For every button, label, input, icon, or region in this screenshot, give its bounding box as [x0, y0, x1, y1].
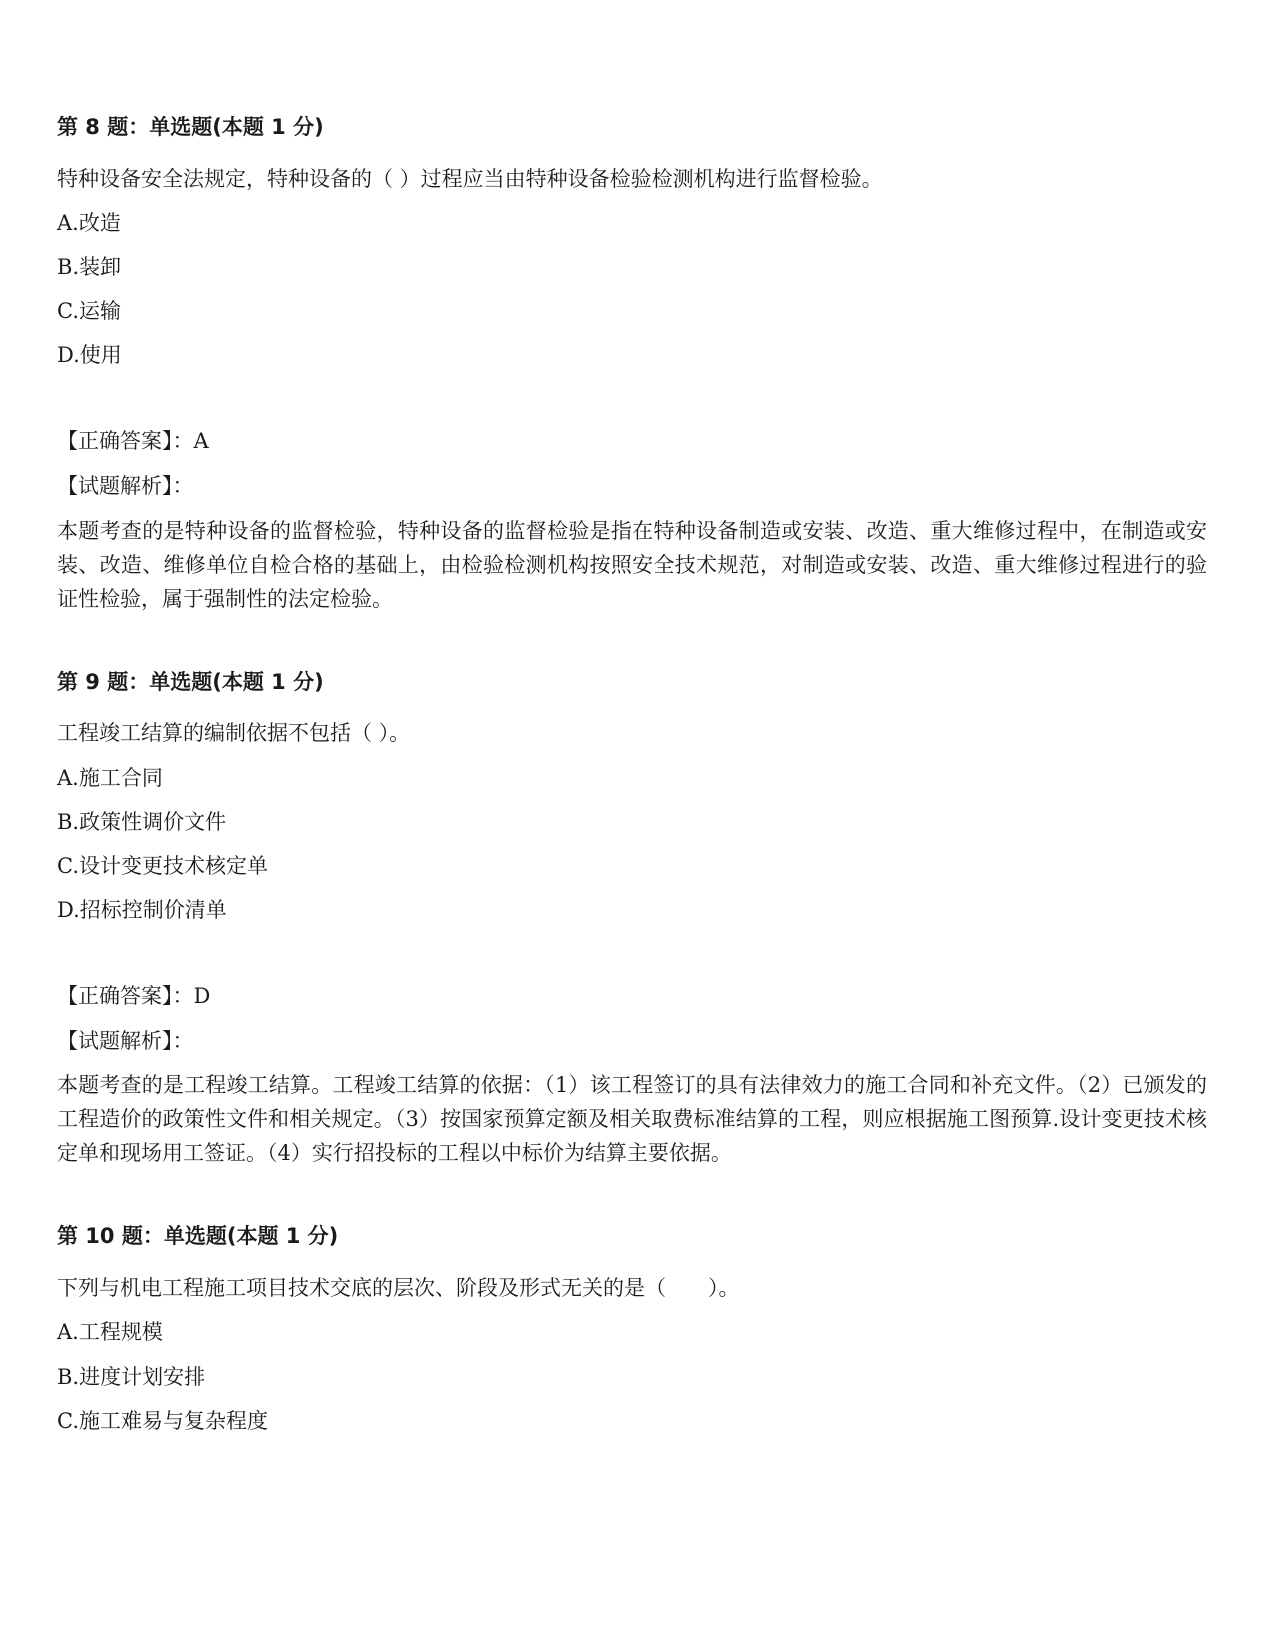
question-8-correct-answer: 【正确答案】：A	[57, 429, 209, 453]
question-8-analysis-label: 【试题解析】：	[57, 474, 194, 498]
question-10-option-b: B.进度计划安排	[57, 1365, 206, 1389]
question-8-option-c: C.运输	[57, 299, 121, 323]
question-9-analysis: 本题考查的是工程竣工结算。工程竣工结算的依据：（1）该工程签订的具有法律效力的施工合同和补充文件。（2）已颁发的工程造价的政策性文件和相关规定。（3）按国家预算定额及相关取费标准结算的工程，则应根据施工图预算.设计变更技术核定单和现场用工签证。（4）实行招投标的工程以中标价为结算主要依据。	[57, 1073, 1207, 1165]
question-8-option-b: B.装卸	[57, 255, 122, 279]
question-9-option-b: B.政策性调价文件	[57, 810, 227, 834]
question-9-option-a: A.施工合同	[57, 766, 163, 790]
question-9-analysis-label: 【试题解析】：	[57, 1029, 194, 1053]
question-10-option-a: A.工程规模	[57, 1320, 163, 1344]
question-10-option-c: C.施工难易与复杂程度	[57, 1409, 268, 1433]
question-10-heading: 第 10 题：单选题(本题 1 分)	[57, 1224, 339, 1248]
question-9-heading: 第 9 题：单选题(本题 1 分)	[57, 670, 324, 694]
question-8-analysis: 本题考查的是特种设备的监督检验，特种设备的监督检验是指在特种设备制造或安装、改造、重大维修过程中，在制造或安装、改造、维修单位自检合格的基础上，由检验检测机构按照安全技术规范，对制造或安装、改造、重大维修过程进行的验证性检验，属于强制性的法定检验。	[57, 519, 1207, 611]
question-9-correct-answer: 【正确答案】：D	[57, 984, 211, 1008]
question-8-option-d: D.使用	[57, 343, 122, 367]
question-9-option-d: D.招标控制价清单	[57, 898, 227, 922]
question-9-option-c: C.设计变更技术核定单	[57, 854, 268, 878]
question-8-stem: 特种设备安全法规定，特种设备的（ ）过程应当由特种设备检验检测机构进行监督检验。	[57, 167, 883, 191]
question-9-stem: 工程竣工结算的编制依据不包括（ ）。	[57, 721, 411, 745]
question-8-heading: 第 8 题：单选题(本题 1 分)	[57, 115, 324, 139]
question-10-stem: 下列与机电工程施工项目技术交底的层次、阶段及形式无关的是（ ）。	[57, 1276, 740, 1300]
question-8-option-a: A.改造	[57, 211, 121, 235]
